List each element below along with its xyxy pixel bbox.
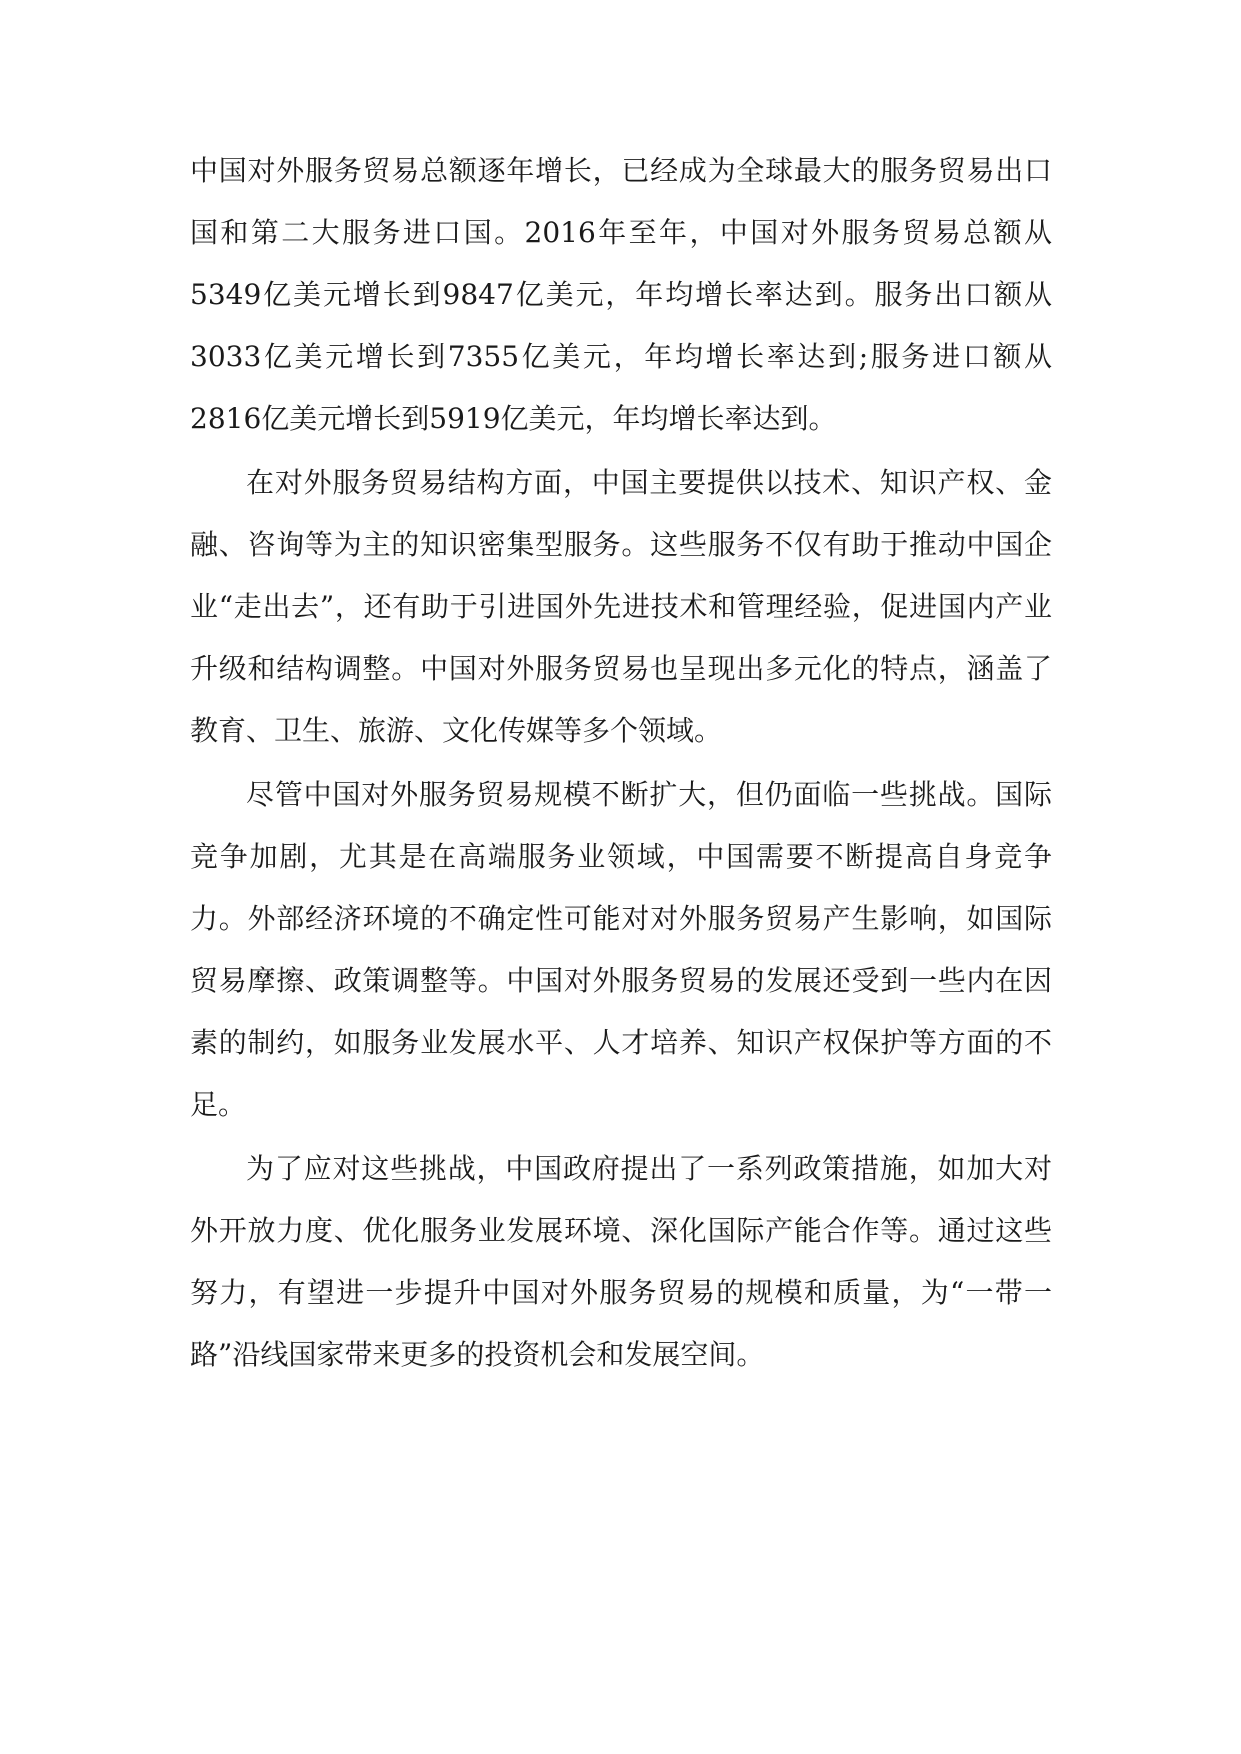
document-body bbox=[190, 140, 1052, 1388]
paragraph-challenges: 尽管中国对外服务贸易规模不断扩大，但仍面临一些挑战。国际竞争加剧，尤其是在高端服务业领域，中国需要不断提高自身竞争力。外部经济环境的不确定性可能对对外服务贸易产生影响，如国际贸易摩擦、政策调整等。中国对外服务贸易的发展还受到一些内在因素的制约，如服务业发展水平、人才培养、知识产权保护等方面的不足。 bbox=[190, 778, 1052, 1121]
paragraph-trade-structure: 在对外服务贸易结构方面，中国主要提供以技术、知识产权、金融、咨询等为主的知识密集型服务。这些服务不仅有助于推动中国企业“走出去”，还有助于引进国外先进技术和管理经验，促进国内产业升级和结构调整。中国对外服务贸易也呈现出多元化的特点，涵盖了教育、卫生、旅游、文化传媒等多个领域。 bbox=[190, 466, 1052, 747]
paragraph-trade-growth: 中国对外服务贸易总额逐年增长，已经成为全球最大的服务贸易出口国和第二大服务进口国。2016年至年，中国对外服务贸易总额从5349亿美元增长到9847亿美元，年均增长率达到。服务出口额从3033亿美元增长到7355亿美元，年均增长率达到;服务进口额从2816亿美元增长到5919亿美元，年均增长率达到。 bbox=[190, 154, 1052, 435]
paragraph-policy-measures: 为了应对这些挑战，中国政府提出了一系列政策措施，如加大对外开放力度、优化服务业发展环境、深化国际产能合作等。通过这些努力，有望进一步提升中国对外服务贸易的规模和质量，为“一带一路”沿线国家带来更多的投资机会和发展空间。 bbox=[190, 1152, 1052, 1371]
